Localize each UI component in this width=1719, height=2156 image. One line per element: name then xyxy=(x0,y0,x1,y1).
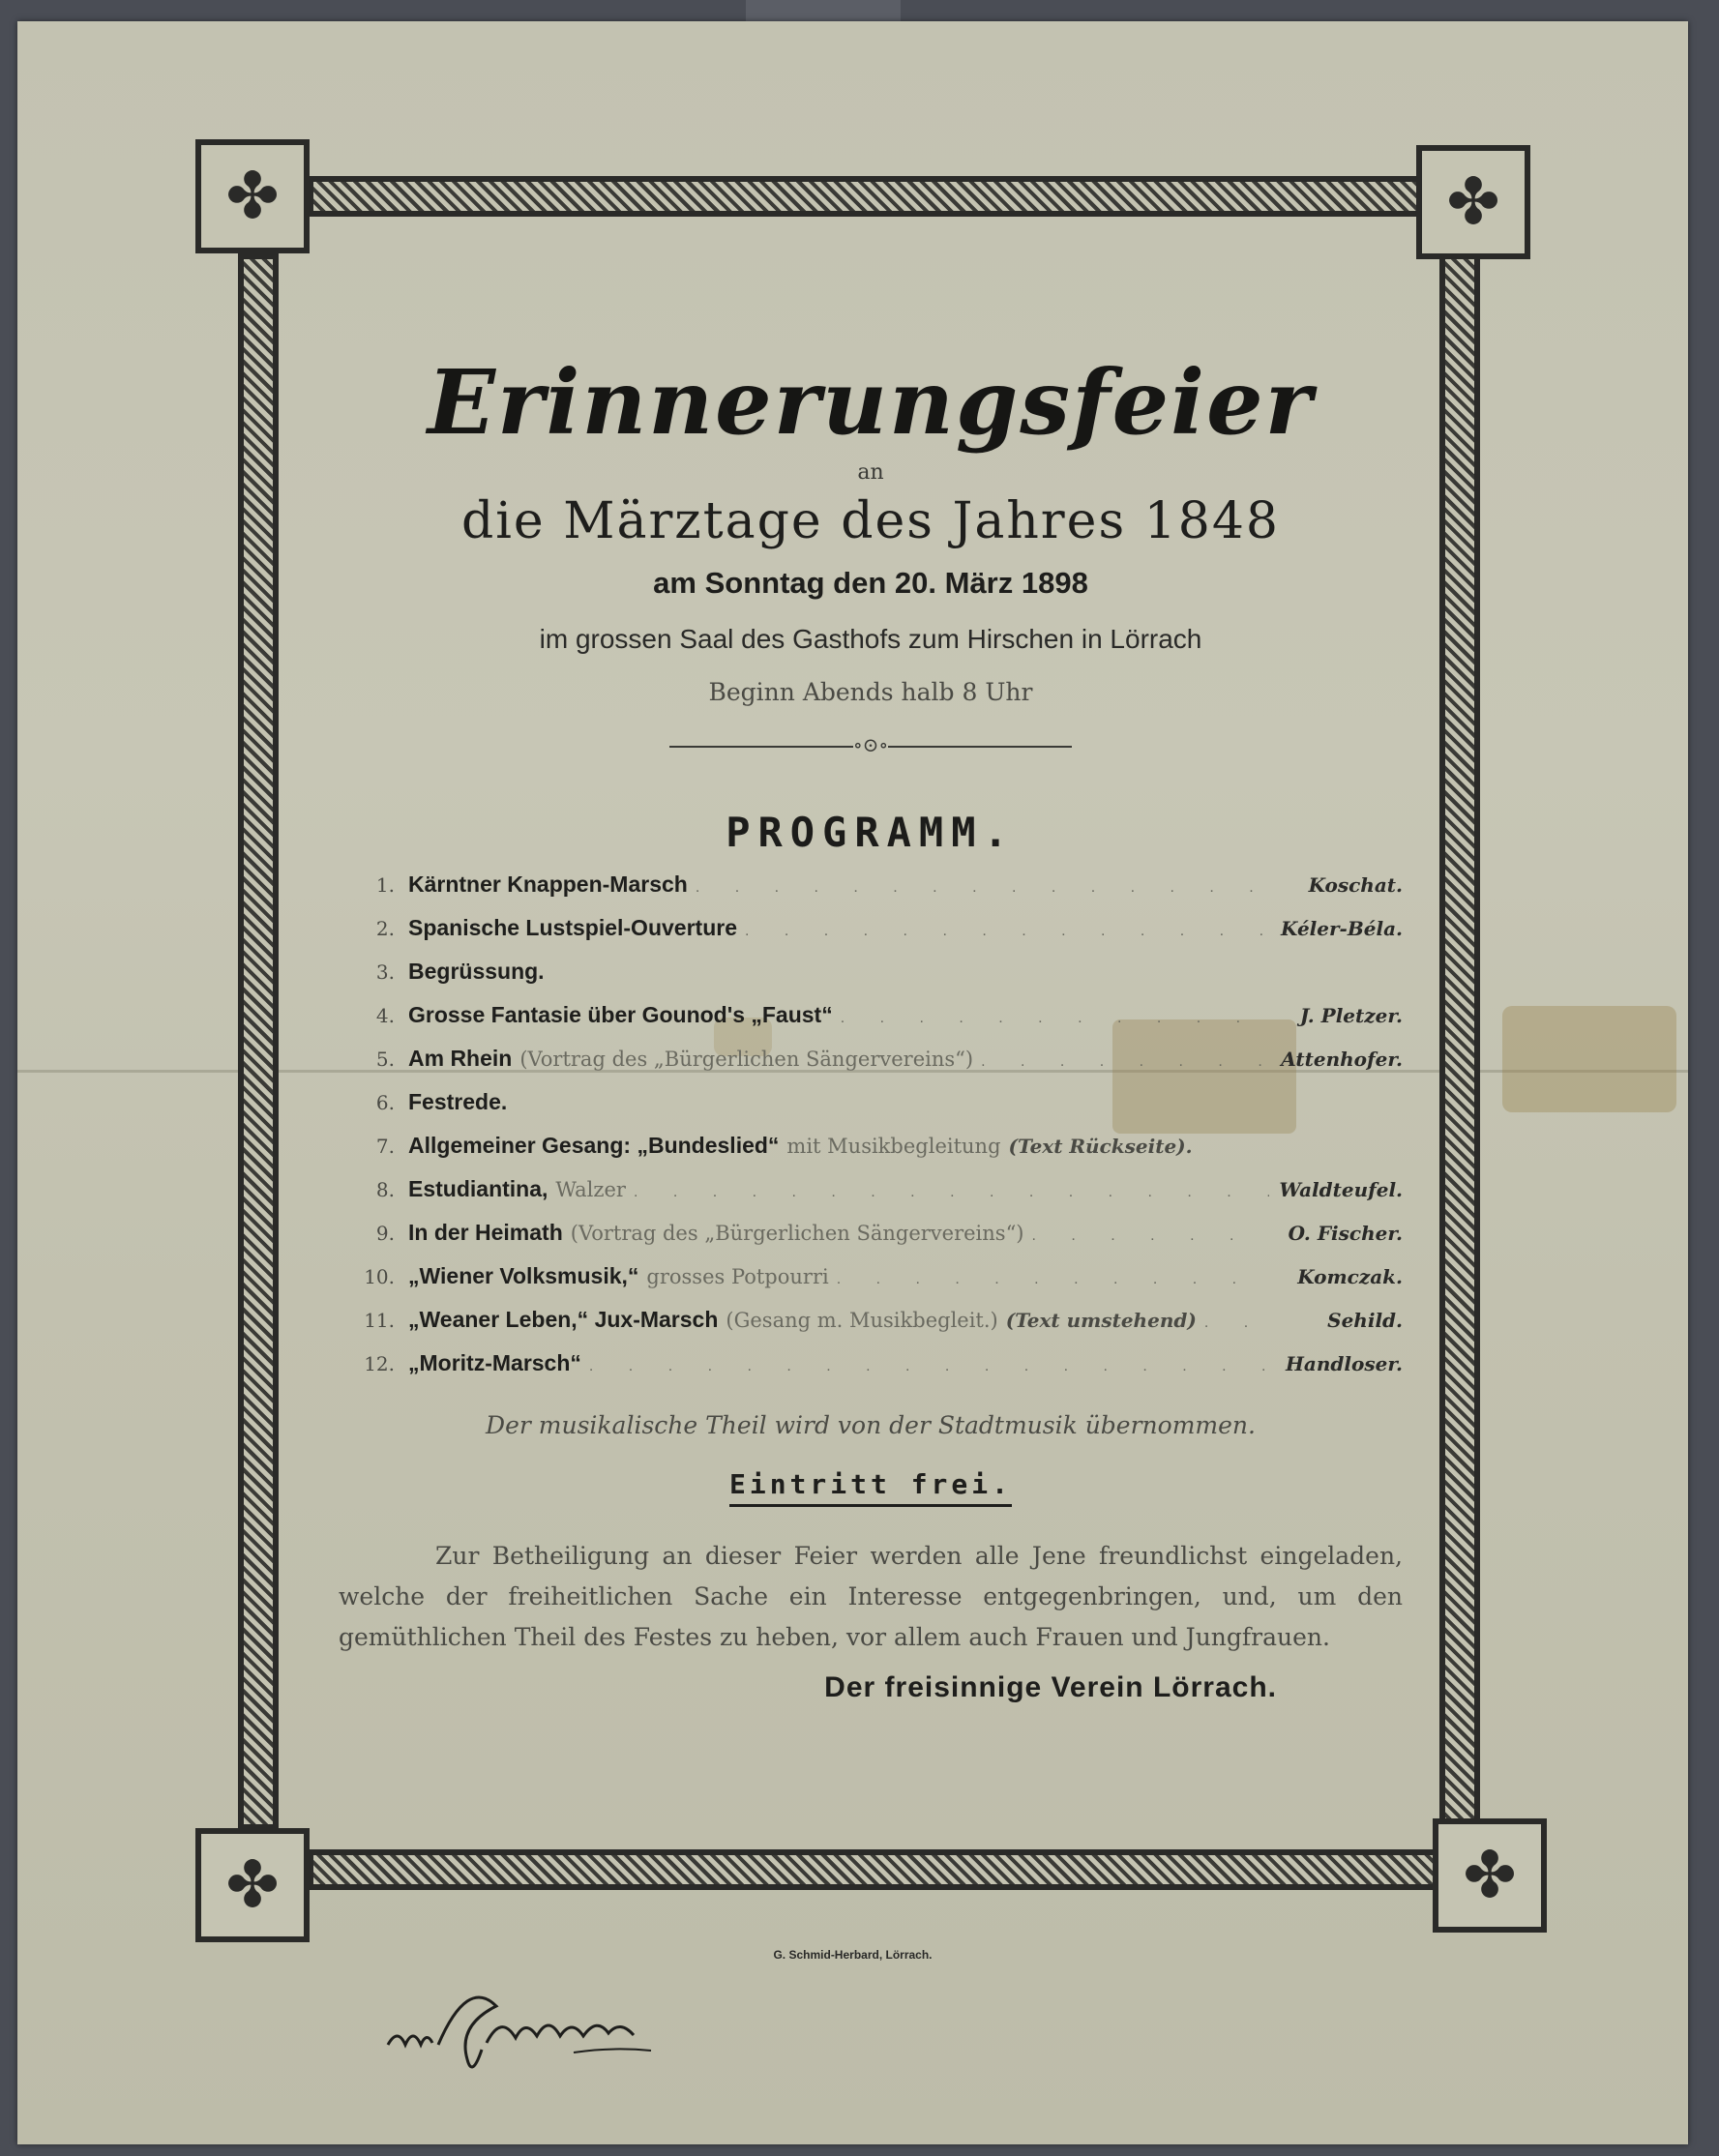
leader-dots xyxy=(589,1358,1269,1375)
program-item-composer: J. Pletzer. xyxy=(1299,1004,1403,1027)
program-item-number: 6. xyxy=(375,1091,395,1114)
program-item-note: (Text umstehend) xyxy=(1005,1309,1197,1332)
program-item xyxy=(339,1176,1403,1220)
handwritten-signature xyxy=(380,1977,661,2083)
leader-dots xyxy=(634,1184,1269,1201)
poster-content xyxy=(339,311,1403,1704)
program-item-note: (Text Rückseite). xyxy=(1008,1135,1193,1158)
ornament-border-right xyxy=(1439,253,1480,1830)
program-item xyxy=(339,871,1403,915)
program-item-title: In der Heimath xyxy=(408,1220,563,1245)
program-item-title: Begrüssung. xyxy=(408,959,545,984)
program-item-number: 2. xyxy=(375,917,395,940)
entry-notice xyxy=(339,1468,1403,1507)
music-note: Der musikalische Theil wird von der Stadtmusik übernommen. xyxy=(486,1411,1256,1439)
program-item xyxy=(339,1263,1403,1307)
leader-dots xyxy=(696,879,1269,897)
program-item-number: 5. xyxy=(375,1048,395,1071)
ornament-border-left xyxy=(238,253,279,1830)
program-item xyxy=(339,1133,1403,1176)
leader-dots xyxy=(745,923,1269,940)
event-date: am Sonntag den 20. März 1898 xyxy=(653,566,1088,600)
program-item-title: „Weaner Leben,“ Jux-Marsch xyxy=(408,1307,719,1332)
program-item-number: 4. xyxy=(375,1004,395,1027)
program-item-composer: Handloser. xyxy=(1286,1352,1403,1375)
program-item xyxy=(339,1350,1403,1394)
program-item xyxy=(339,1002,1403,1046)
program-item xyxy=(339,1089,1403,1133)
program-item-title: Spanische Lustspiel-Ouverture xyxy=(408,915,737,940)
program-item xyxy=(339,1307,1403,1350)
leader-dots xyxy=(1204,1314,1269,1332)
program-item-description: grosses Potpourri xyxy=(646,1265,829,1288)
program-item xyxy=(339,1046,1403,1089)
program-item-description: (Vortrag des „Bürgerlichen Sängervereins“) xyxy=(519,1048,974,1071)
program-item-number: 1. xyxy=(375,873,395,897)
program-item-composer: Koschat. xyxy=(1308,873,1403,897)
program-item-composer: Kéler-Béla. xyxy=(1281,917,1403,940)
leader-dots xyxy=(837,1271,1269,1288)
program-item-description: Walzer xyxy=(555,1178,626,1201)
program-item-title: Am Rhein xyxy=(408,1046,513,1071)
corner-rosette-icon: ✤ xyxy=(1433,1818,1547,1933)
invitation-text: Zur Betheiligung an dieser Feier werden alle Jene freundlichst eingeladen, welche der freiheitlichen Sache ein Interesse entgegenbringen, und, um den gemüthlichen Theil des Festes zu heben, vor allem auch Frauen und Jungfrauen. xyxy=(339,1542,1403,1651)
event-venue: im grossen Saal des Gasthofs zum Hirschen in Lörrach xyxy=(539,624,1202,654)
program-item xyxy=(339,1220,1403,1263)
entry-text: Eintritt frei. xyxy=(729,1468,1012,1507)
program-item-composer: Komczak. xyxy=(1297,1265,1403,1288)
corner-rosette-icon: ✤ xyxy=(195,139,310,253)
program-item-number: 9. xyxy=(375,1222,395,1245)
program-item-number: 10. xyxy=(364,1265,395,1288)
program-item-composer: Sehild. xyxy=(1327,1309,1403,1332)
program-item-description: mit Musikbegleitung xyxy=(786,1135,1001,1158)
divider-ornament: ∘⊙∘ xyxy=(339,733,1403,756)
event-begin-time: Beginn Abends halb 8 Uhr xyxy=(708,678,1033,706)
program-item xyxy=(339,959,1403,1002)
program-item-title: Grosse Fantasie über Gounod's „Faust“ xyxy=(408,1002,833,1027)
printer-imprint: G. Schmid-Herbard, Lörrach. xyxy=(773,1948,933,1962)
corner-rosette-icon: ✤ xyxy=(1416,145,1530,259)
leader-dots xyxy=(841,1010,1269,1027)
program-item-composer: O. Fischer. xyxy=(1288,1222,1403,1245)
ornament-border-bottom xyxy=(308,1849,1439,1890)
program-item-description: (Gesang m. Musikbegleit.) xyxy=(726,1309,998,1332)
program-item-title: „Wiener Volksmusik,“ xyxy=(408,1263,639,1288)
stain xyxy=(1502,1006,1676,1112)
program-item-title: Festrede. xyxy=(408,1089,508,1114)
poster-subtitle: die Märztage des Jahres 1848 xyxy=(460,492,1280,550)
program-item-title: Allgemeiner Gesang: „Bundeslied“ xyxy=(408,1133,780,1158)
program-item-number: 8. xyxy=(375,1178,395,1201)
poster-title: Erinnerungsfeier xyxy=(427,350,1315,455)
organizer-name: Der freisinnige Verein Lörrach. xyxy=(824,1671,1277,1703)
program-item-number: 11. xyxy=(364,1309,395,1332)
connector-word: an xyxy=(857,460,884,485)
program-list xyxy=(339,871,1403,1394)
program-item-number: 12. xyxy=(364,1352,395,1375)
corner-rosette-icon: ✤ xyxy=(195,1828,310,1942)
program-item-title: Kärntner Knappen-Marsch xyxy=(408,871,688,897)
program-item-description: (Vortrag des „Bürgerlichen Sängervereins“) xyxy=(570,1222,1024,1245)
program-item-composer: Waldteufel. xyxy=(1279,1178,1403,1201)
program-item-composer: Attenhofer. xyxy=(1281,1048,1403,1071)
leader-dots xyxy=(981,1053,1269,1071)
poster-sheet xyxy=(17,21,1688,2144)
leader-dots xyxy=(1032,1227,1270,1245)
program-item-number: 3. xyxy=(375,960,395,984)
program-heading: PROGRAMM. xyxy=(726,809,1016,856)
program-item-title: „Moritz-Marsch“ xyxy=(408,1350,581,1375)
program-item xyxy=(339,915,1403,959)
program-item-title: Estudiantina, xyxy=(408,1176,548,1201)
program-item-number: 7. xyxy=(375,1135,395,1158)
ornament-border-top xyxy=(308,176,1439,217)
